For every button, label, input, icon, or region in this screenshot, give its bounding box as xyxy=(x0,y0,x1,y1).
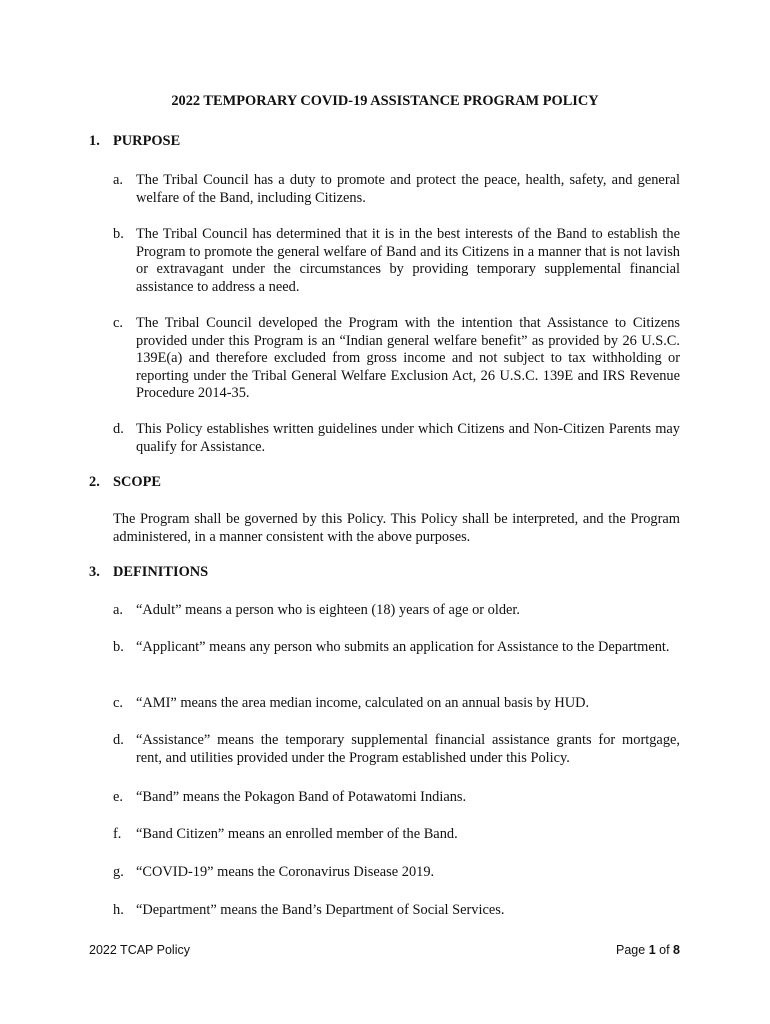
page-of: of xyxy=(659,943,670,957)
section-heading-scope xyxy=(89,474,161,491)
definition-item-c xyxy=(113,695,680,713)
section-title: SCOPE xyxy=(113,474,161,490)
page-number xyxy=(616,943,680,957)
item-text: “Adult” means a person who is eighteen (18) years of age or older. xyxy=(136,602,521,618)
item-label: b. xyxy=(113,226,124,242)
item-label: a. xyxy=(113,602,123,618)
item-text: “Band” means the Pokagon Band of Potawatomi Indians. xyxy=(136,789,467,805)
item-label: e. xyxy=(113,789,123,805)
definition-item-e xyxy=(113,789,680,807)
section-title: DEFINITIONS xyxy=(113,564,209,580)
item-text: “Band Citizen” means an enrolled member of the Band. xyxy=(136,826,458,842)
item-text: “AMI” means the area median income, calculated on an annual basis by HUD. xyxy=(136,695,590,711)
definition-item-b xyxy=(113,639,680,657)
section-title: PURPOSE xyxy=(113,133,181,149)
item-text: This Policy establishes written guidelines under which Citizens and Non-Citizen Parents may qualify for Assistance. xyxy=(136,421,680,455)
scope-paragraph: The Program shall be governed by this Policy. This Policy shall be interpreted, and the Program administered, in a manner consistent with the above purposes. xyxy=(113,511,680,545)
purpose-item-d xyxy=(113,421,680,456)
definition-item-a xyxy=(113,602,680,620)
purpose-item-b xyxy=(113,226,680,296)
item-label: h. xyxy=(113,902,124,918)
item-text: “Assistance” means the temporary supplemental financial assistance grants for mortgage, rent, and utilities provided under the Program established under this Policy. xyxy=(136,732,680,766)
section-number: 1. xyxy=(89,133,100,149)
item-label: a. xyxy=(113,172,123,188)
definition-item-f xyxy=(113,826,680,844)
item-label: g. xyxy=(113,864,124,880)
item-text: “Department” means the Band’s Department of Social Services. xyxy=(136,902,505,918)
item-text: “Applicant” means any person who submits an application for Assistance to the Department. xyxy=(136,639,670,655)
item-text: The Tribal Council has a duty to promote and protect the peace, health, safety, and general welfare of the Band, including Citizens. xyxy=(136,172,680,206)
section-heading-purpose xyxy=(89,133,180,150)
footer-document-name: 2022 TCAP Policy xyxy=(89,943,190,957)
item-label: f. xyxy=(113,826,122,842)
page-word: Page xyxy=(616,943,646,957)
purpose-item-c xyxy=(113,315,680,403)
definition-item-g xyxy=(113,864,680,882)
page-total: 8 xyxy=(673,943,680,957)
section-number: 2. xyxy=(89,474,100,490)
document-title: 2022 TEMPORARY COVID-19 ASSISTANCE PROGRAM POLICY xyxy=(171,93,599,109)
item-label: b. xyxy=(113,639,124,655)
item-text: “COVID-19” means the Coronavirus Disease 2019. xyxy=(136,864,435,880)
item-label: c. xyxy=(113,315,123,331)
section-number: 3. xyxy=(89,564,100,580)
item-text: The Tribal Council has determined that it is in the best interests of the Band to establish the Program to promote the general welfare of Band and its Citizens in a manner that is not lavish or extravagant under the circumstances by providing temporary supplemental financial assistance to address a need. xyxy=(136,226,680,295)
purpose-item-a xyxy=(113,172,680,207)
item-label: d. xyxy=(113,732,124,748)
definition-item-h xyxy=(113,902,680,920)
item-label: c. xyxy=(113,695,123,711)
item-text: The Tribal Council developed the Program with the intention that Assistance to Citizens provided under this Program is an “Indian general welfare benefit” as provided by 26 U.S.C. 139E(a) and therefore excluded from gross income and not subject to tax withholding or reporting under the Tribal General Welfare Exclusion Act, 26 U.S.C. 139E and IRS Revenue Procedure 2014-35. xyxy=(136,315,680,402)
definition-item-d xyxy=(113,732,680,767)
item-label: d. xyxy=(113,421,124,437)
section-heading-definitions xyxy=(89,564,208,581)
page-current: 1 xyxy=(648,943,656,957)
